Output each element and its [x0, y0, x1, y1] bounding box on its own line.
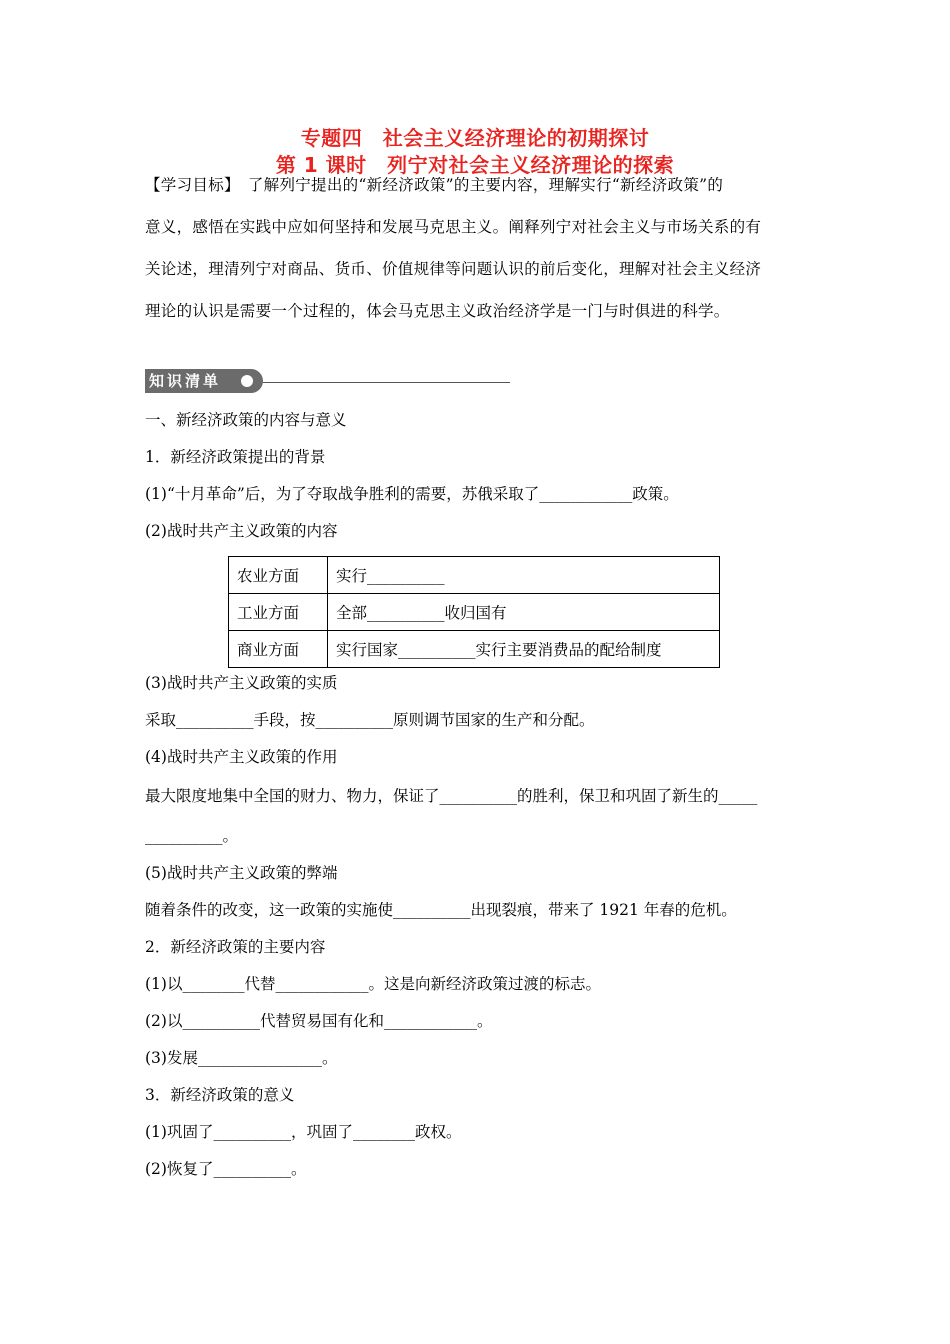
- question-5: (5)战时共产主义政策的弊端: [145, 864, 338, 882]
- lesson-title: 第 1 课时 列宁对社会主义经济理论的探索: [275, 153, 675, 177]
- answer-4-line-2: __________。: [145, 827, 239, 845]
- objective-line-1: 【学习目标】 了解列宁提出的“新经济政策”的主要内容，理解实行“新经济政策”的: [145, 176, 724, 194]
- question-1: (1)“十月革命”后，为了夺取战争胜利的需要，苏俄采取了____________政策。: [145, 485, 679, 503]
- objective-line-3: 关论述，理清列宁对商品、货币、价值规律等问题认识的前后变化，理解对社会主义经济: [145, 260, 762, 278]
- banner-dot-icon: [241, 375, 253, 387]
- question-4: (4)战时共产主义政策的作用: [145, 748, 338, 766]
- table-row-content: 实行国家__________实行主要消费品的配给制度: [328, 631, 720, 668]
- table-row-label: 商业方面: [229, 631, 328, 668]
- content-3: (3)发展________________。: [145, 1049, 338, 1067]
- page-title: 专题四 社会主义经济理论的初期探讨: [300, 126, 650, 150]
- table-row: [229, 557, 720, 594]
- content-1: (1)以________代替____________。这是向新经济政策过渡的标志。: [145, 975, 601, 993]
- significance-1: (1)巩固了__________，巩固了________政权。: [145, 1123, 462, 1141]
- policy-table: [228, 556, 720, 668]
- answer-5: 随着条件的改变，这一政策的实施使__________出现裂痕，带来了 1921 年春的危机。: [145, 901, 737, 919]
- significance-2: (2)恢复了__________。: [145, 1160, 307, 1178]
- answer-4-line-1: 最大限度地集中全国的财力、物力，保证了__________的胜利，保卫和巩固了新生的_____: [145, 787, 758, 805]
- item-heading-2: 2．新经济政策的主要内容: [145, 938, 326, 956]
- section-heading: 一、新经济政策的内容与意义: [145, 411, 347, 429]
- table-row-label: 农业方面: [229, 557, 328, 594]
- banner-divider: [263, 382, 510, 383]
- table-row: [229, 594, 720, 631]
- question-2: (2)战时共产主义政策的内容: [145, 522, 338, 540]
- objective-line-4: 理论的认识是需要一个过程的，体会马克思主义政治经济学是一门与时俱进的科学。: [145, 302, 730, 320]
- table-row: [229, 631, 720, 668]
- question-3: (3)战时共产主义政策的实质: [145, 674, 338, 692]
- table-row-content: 实行__________: [328, 557, 720, 594]
- table-row-label: 工业方面: [229, 594, 328, 631]
- item-heading-3: 3．新经济政策的意义: [145, 1086, 295, 1104]
- section-banner: 知识清单: [145, 369, 263, 393]
- content-2: (2)以__________代替贸易国有化和____________。: [145, 1012, 493, 1030]
- answer-3: 采取__________手段，按__________原则调节国家的生产和分配。: [145, 711, 595, 729]
- item-heading-1: 1．新经济政策提出的背景: [145, 448, 326, 466]
- table-row-content: 全部__________收归国有: [328, 594, 720, 631]
- objective-line-2: 意义，感悟在实践中应如何坚持和发展马克思主义。阐释列宁对社会主义与市场关系的有: [145, 218, 762, 236]
